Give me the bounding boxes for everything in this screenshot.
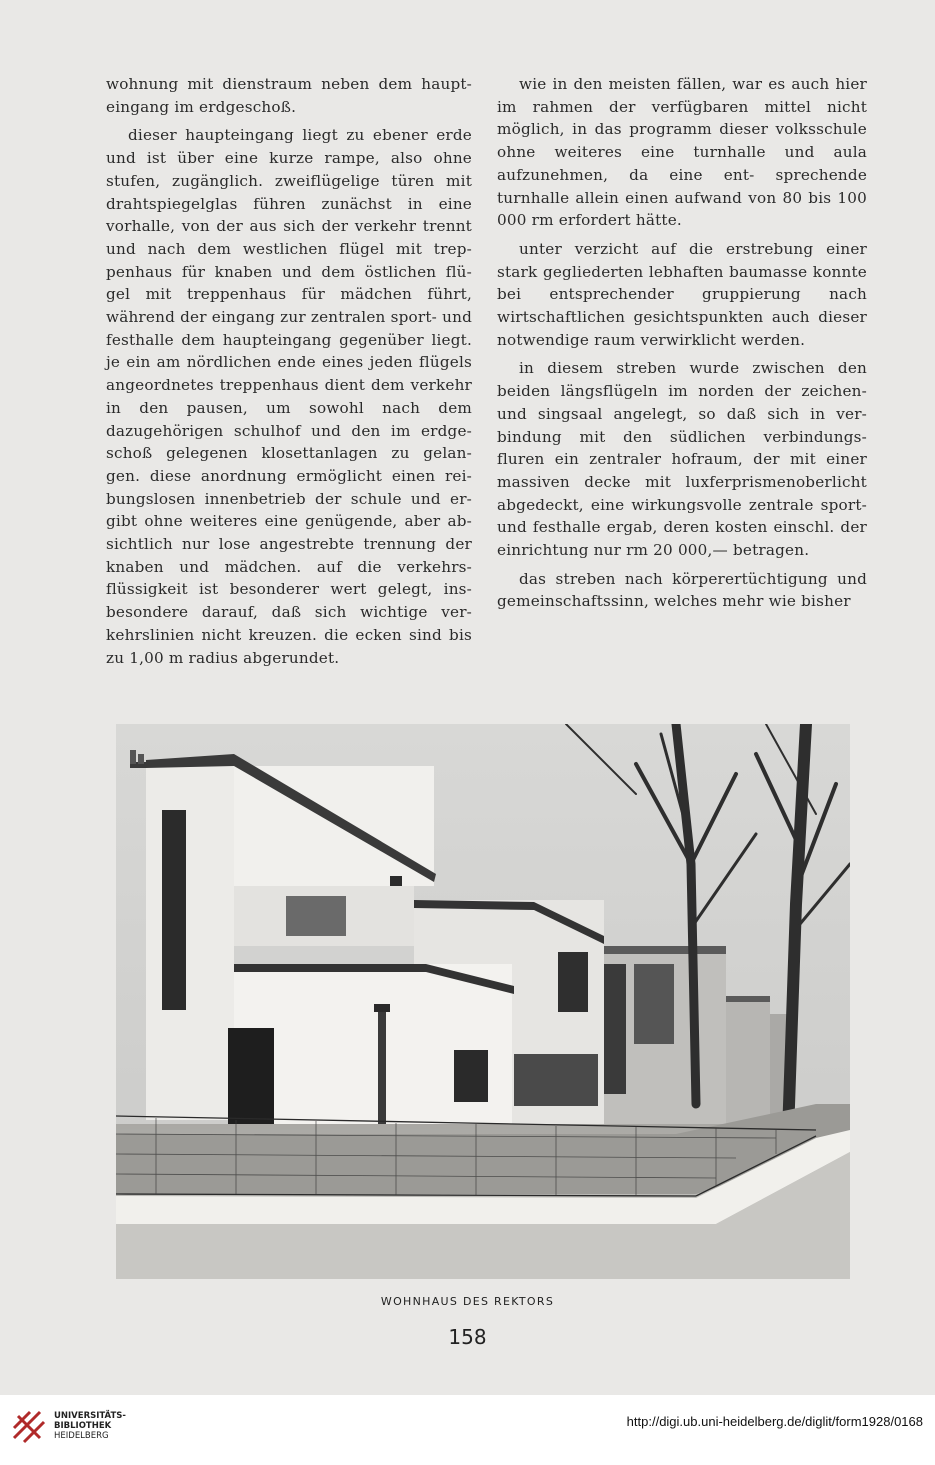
text-line: stark gegliederten lebhaften baumasse bbox=[497, 262, 808, 281]
library-name-line1: UNIVERSITÄTS- bbox=[54, 1411, 126, 1421]
text-line: dazugehörigen schulhof und den im erdge- bbox=[106, 421, 472, 440]
left-paragraph bbox=[106, 124, 472, 669]
library-logo-icon bbox=[10, 1408, 48, 1446]
text-line: wohnung mit dienstraum neben dem haupt- bbox=[106, 75, 472, 93]
text-line: massiven decke mit luxferprismenoberlicht bbox=[497, 472, 867, 491]
text-line: beiden längsflügeln im norden der zeichen- bbox=[497, 382, 867, 401]
text-line: und singsaal angelegt, so daß sich in ver- bbox=[497, 404, 867, 423]
right-paragraph bbox=[497, 238, 867, 352]
text-line: werden. bbox=[741, 330, 806, 349]
text-line: in diesem streben wurde zwischen den bbox=[519, 359, 867, 378]
left-text-column bbox=[106, 73, 472, 669]
source-url-link[interactable]: http://digi.ub.uni-heidelberg.de/diglit/form1928/0168 bbox=[626, 1414, 923, 1429]
text-line: und ist über eine kurze rampe, also ohne bbox=[106, 149, 472, 168]
text-line: gen. diese anordnung ermöglicht einen rei- bbox=[106, 466, 472, 485]
text-line: fluren ein zentraler hofraum, der mit einer bbox=[497, 450, 867, 469]
text-line: dieser haupteingang liegt zu ebener erde bbox=[128, 126, 472, 145]
text-line: besondere darauf, daß sich wichtige ver- bbox=[106, 603, 472, 622]
text-line: gibt ohne weiteres eine genügende, aber ab- bbox=[106, 512, 472, 531]
text-line: nach wirtschaftlichen gesichtspunkten auch bbox=[497, 285, 868, 327]
text-line: volksschule ohne weiteres eine turnhalle bbox=[497, 120, 867, 162]
right-paragraph bbox=[497, 357, 867, 561]
text-line: während der eingang zur zentralen sport- bbox=[106, 308, 437, 327]
text-line: knaben und mädchen. auf die verkehrs- bbox=[106, 557, 472, 576]
text-line: von 80 bis 100 000 rm erfordert hätte. bbox=[497, 188, 868, 230]
text-line: drahtspiegelglas führen zunächst in eine bbox=[106, 194, 472, 213]
text-line: bindung mit den südlichen verbindungs- bbox=[497, 427, 867, 446]
text-line: stufen, zugänglich. zweiflügelige türen mit bbox=[106, 171, 472, 190]
library-name bbox=[54, 1411, 126, 1441]
text-line: abgedeckt, eine wirkungsvolle zentrale bbox=[497, 495, 814, 514]
text-line: unter verzicht auf die erstrebung einer bbox=[519, 239, 867, 258]
text-line: einschl. der einrichtung nur rm 20 000,— bbox=[497, 518, 867, 560]
text-line: flügels angeordnetes treppenhaus dient dem bbox=[106, 353, 473, 395]
text-line: penhaus für knaben und dem östlichen flü- bbox=[106, 262, 472, 281]
text-line: wie in den meisten fällen, war es auch bbox=[519, 75, 830, 93]
left-paragraph bbox=[106, 73, 472, 118]
text-line: und aula aufzunehmen, da eine ent- bbox=[497, 143, 868, 184]
building-photograph bbox=[116, 724, 850, 1279]
text-line: betragen. bbox=[732, 541, 810, 560]
text-line: und festhalle dem haupteingang gegenüber bbox=[106, 308, 472, 349]
text-line: schoß gelegenen klosettanlagen zu gelan- bbox=[106, 444, 472, 463]
text-line: gel mit treppenhaus für mädchen führt, bbox=[106, 285, 472, 304]
text-line: sichtlich nur lose angestrebte trennung der bbox=[106, 535, 472, 554]
text-line: eingang im erdgeschoß. bbox=[106, 97, 297, 116]
text-line: kehrslinien nicht kreuzen. die ecken sind bbox=[106, 625, 442, 644]
text-line: dieser notwendige raum verwirklicht bbox=[497, 308, 867, 349]
text-line: bis zu 1,00 m radius abgerundet. bbox=[106, 625, 472, 667]
library-name-line3: HEIDELBERG bbox=[54, 1431, 109, 1441]
page-number: 158 bbox=[448, 1325, 487, 1349]
footer-bar bbox=[0, 1395, 935, 1465]
text-line: flüssigkeit ist besonderer wert gelegt, ins- bbox=[106, 580, 472, 599]
right-text-column bbox=[497, 73, 867, 613]
text-line: bungslosen innenbetrieb der schule und er- bbox=[106, 489, 472, 508]
text-line: hier im rahmen der verfügbaren mittel bbox=[497, 75, 868, 116]
text-line: gemeinschaftssinn, welches mehr wie bisher bbox=[497, 592, 851, 611]
text-line: sport- und festhalle ergab, deren kosten bbox=[497, 495, 867, 537]
right-paragraph bbox=[497, 73, 867, 232]
text-line: liegt. je ein am nördlichen ende eines jeden bbox=[106, 330, 472, 372]
text-line: konnte bei entsprechender gruppierung bbox=[497, 262, 867, 304]
text-line: und nach dem westlichen flügel mit trep- bbox=[106, 239, 472, 258]
right-paragraph bbox=[497, 568, 867, 613]
library-name-line2: BIBLIOTHEK bbox=[54, 1421, 112, 1431]
text-line: nicht möglich, in das programm dieser bbox=[497, 97, 868, 139]
text-line: vorhalle, von der aus sich der verkehr trennt bbox=[106, 217, 472, 236]
text-line: sprechende turnhalle allein einen aufwand bbox=[497, 165, 868, 207]
figure-caption: WOHNHAUS DES REKTORS bbox=[380, 1295, 555, 1308]
text-line: verkehr in den pausen, um sowohl nach dem bbox=[106, 376, 473, 417]
text-line: das streben nach körperertüchtigung und bbox=[519, 569, 867, 588]
